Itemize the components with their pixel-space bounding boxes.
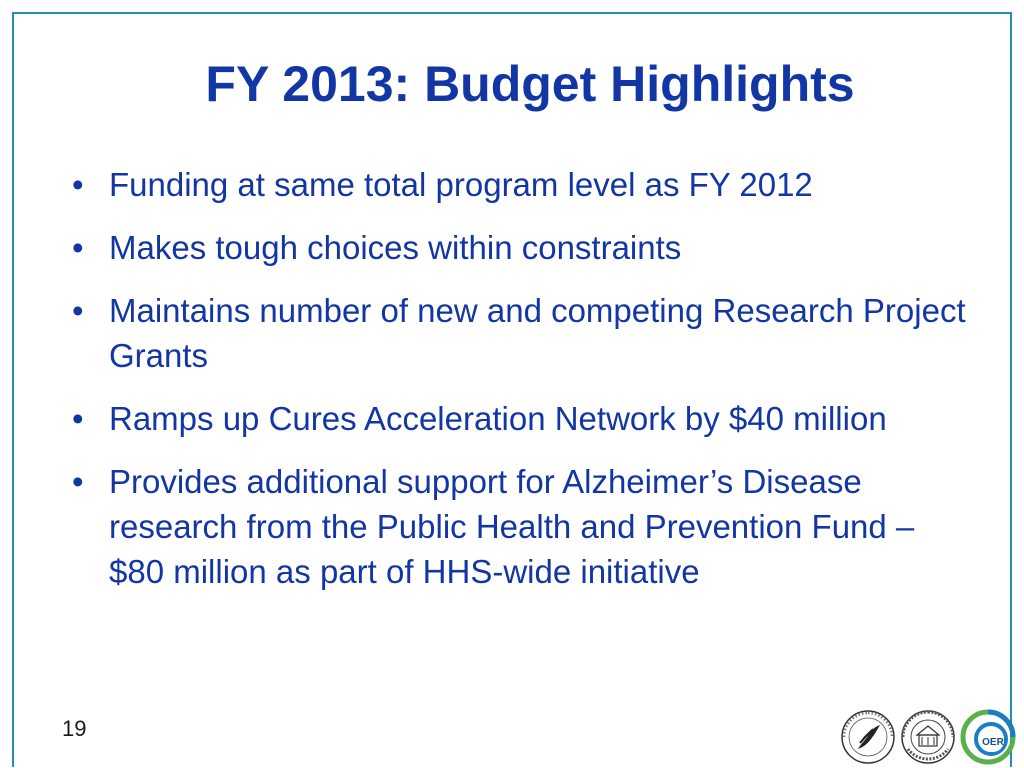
bullet-item [72,162,972,207]
slide-title: FY 2013: Budget Highlights [205,56,855,112]
svg-text:OER: OER [982,737,1004,748]
bullet-marker-icon: • [72,166,84,203]
hhs-seal-icon [840,709,896,765]
bullet-item [72,288,972,378]
bullet-text: Makes tough choices within constraints [109,229,682,266]
bullet-marker-icon: • [72,229,84,266]
bullet-text: Funding at same total program level as FY 2012 [109,166,813,203]
oer-logo-icon [960,709,1016,765]
bullet-marker-icon: • [72,463,84,500]
bullet-list [72,162,972,612]
bullet-marker-icon: • [72,292,84,329]
bullet-marker-icon: • [72,400,84,437]
page-number: 19 [62,716,87,741]
nih-seal-icon [900,709,956,765]
agency-logos [840,706,1016,768]
bullet-text: Maintains number of new and competing Research Project Grants [109,292,966,374]
bullet-text: Provides additional support for Alzheimer’s Disease research from the Public Health and Prevention Fund – $80 million as part of HHS-wide initiative [109,463,915,590]
bullet-item [72,225,972,270]
bullet-item [72,396,972,441]
bullet-item [72,459,972,594]
bullet-text: Ramps up Cures Acceleration Network by $40 million [109,400,887,437]
